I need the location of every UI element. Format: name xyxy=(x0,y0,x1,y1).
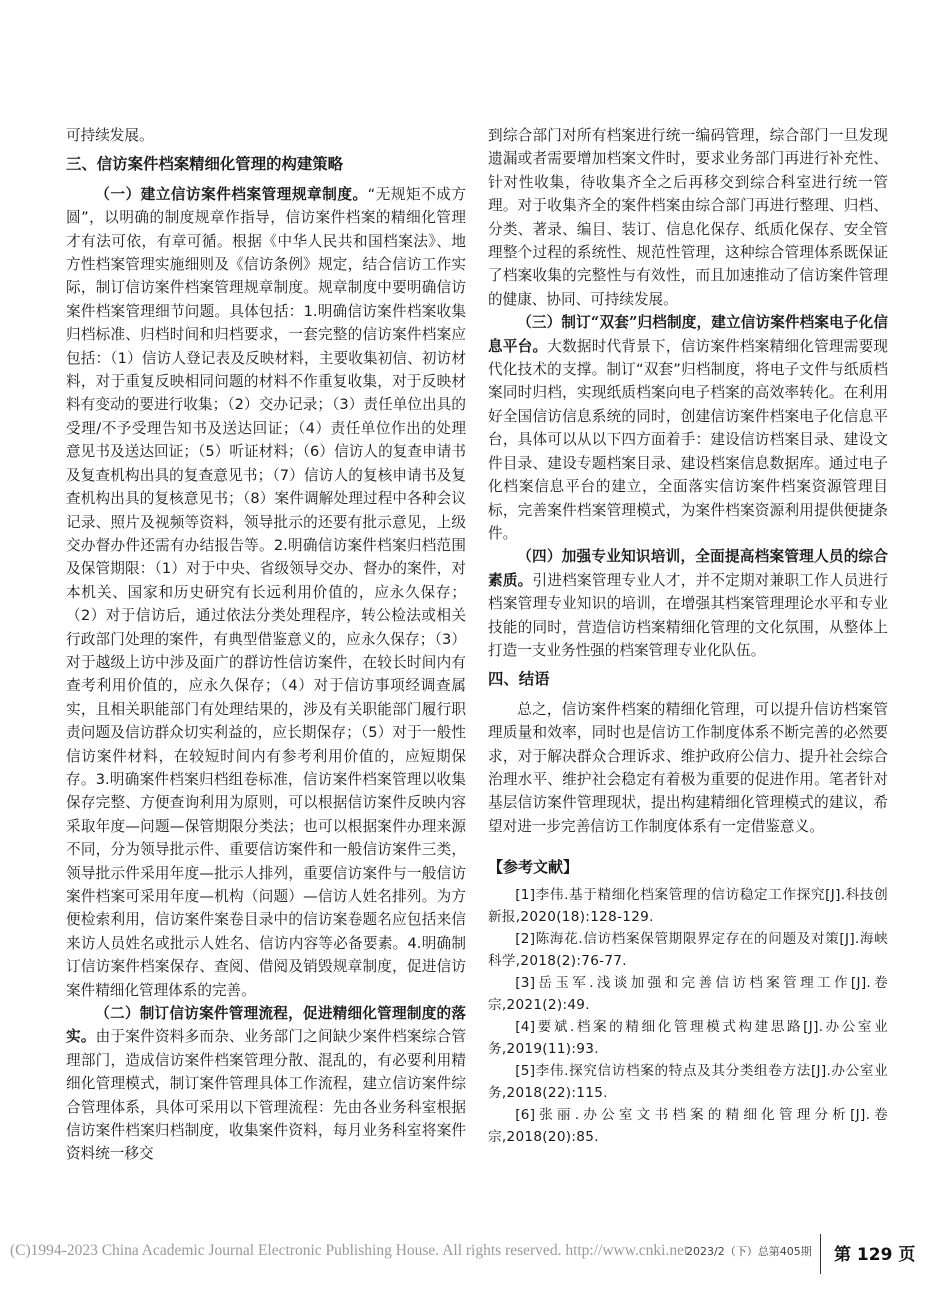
reference-item: [6]张丽.办公室文书档案的精细化管理分析[J].卷宗,2018(20):85. xyxy=(488,1106,888,1145)
reference-item: [5]李伟.探究信访档案的特点及其分类组卷方法[J].办公室业务,2018(22):115. xyxy=(488,1062,888,1101)
subsection-1-title: （一）建立信访案件档案管理规章制度。 xyxy=(95,185,368,203)
subsection-4-body: 引进档案管理专业人才，并不定期对兼职工作人员进行档案管理专业知识的培训，在增强其档案管理理论水平和专业技能的同时，营造信访档案精细化管理的文化氛围，从整体上打造一支业务性强的档案管理专业化队伍。 xyxy=(488,571,888,659)
section-heading-3: 三、信访案件档案精细化管理的构建策略 xyxy=(66,155,344,174)
copyright-notice: (C)1994-2023 China Academic Journal Electronic Publishing House. All rights reserved. http://www.cnki.net xyxy=(10,1242,689,1259)
section-heading-4: 四、结语 xyxy=(488,670,550,689)
subsection-3-body: 大数据时代背景下，信访案件档案精细化管理需要现代化技术的支撑。制订“双套”归档制度，将电子文件与纸质档案同时归档，实现纸质档案向电子档案的高效率转化。在利用好全国信访信息系统的同时，创建信访案件档案电子化信息平台，具体可以从以下四方面着手：建设信访档案目录、建设文件目录、建设专题档案目录、建设档案信息数据库。通过电子化档案信息平台的建立，全面落实信访案件档案资源管理目标，完善案件档案管理模式，为案件档案资源利用提供便捷条件。 xyxy=(488,337,888,542)
subsection-2-title: （二）制订信访案件管理流程，促进精细化管理制度的落实。 xyxy=(66,1005,466,1046)
page-footer xyxy=(0,1240,950,1268)
left-column xyxy=(66,124,466,1166)
subsection-1-body: “无规矩不成方圆”，以明确的制度规章作指导，信访案件档案的精细化管理才有法可依，有章可循。根据《中华人民共和国档案法》、地方性档案管理实施细则及《信访条例》规定，结合信访工作实际，制订信访案件档案管理规章制度。规章制度中要明确信访案件档案管理细节问题。具体包括：1.明确信访案件档案收集归档标准、归档时间和归档要求，一套完整的信访案件档案应包括：（1）信访人登记表及反映材料，主要收集初信、初访材料，对于重复反映相同问题的材料不作重复收集，对于反映材料有变动的要进行收集；（2）交办记录；（3）责任单位出具的受理/不予受理告知书及送达回证；（4）责任单位作出的处理意见书及送达回证；（5）听证材料；（6）信访人的复查申请书及复查机构出具的复查意见书；（7）信访人的复核申请书及复查机构出具的复核意见书；（8）案件调解处理过程中各种会议记录、照片及视频等资料，领导批示的还要有批示意见，上级交办督办件还需有办结报告等。2.明确信访案件档案归档范围及保管期限：（1）对于中央、省级领导交办、督办的案件，对本机关、国家和历史研究有长远利用价值的，应永久保存；（2）对于信访后，通过依法分类处理程序，转公检法或相关行政部门处理的案件，有典型借鉴意义的，应永久保存；（3）对于越级上访中涉及面广的群访性信访案件，在较长时间内有查考利用价值的，应永久保存；（4）对于信访事项经调查属实，且相关职能部门有处理结果的，涉及有关职能部门履行职责问题及信访群众切实利益的，应长期保存；（5）对于一般性信访案件材料，在较短时间内有参考利用价值的，应短期保存。3.明确案件档案归档组卷标准，信访案件档案管理以收集保存完整、方便查询利用为原则，可以根据信访案件反映内容采取年度—问题—保管期限分类法；也可以根据案件办理来源不同，分为领导批示件、重要信访案件和一般信访案件三类，领导批示件采用年度—批示人排列，重要信访案件与一般信访案件档案可采用年度—机构（问题）—信访人姓名排列。为方便检索利用，信访案件案卷目录中的信访案卷题名应包括来信来访人员姓名或批示人姓名、信访内容等必备要素。4.明确制订信访案件档案保存、查阅、借阅及销毁规章制度，促进信访案件精细化管理体系的完善。 xyxy=(66,185,466,999)
subsection-2 xyxy=(66,1002,466,1166)
page-number: 第 129 页 xyxy=(834,1245,916,1265)
subsection-3 xyxy=(488,311,888,545)
references-title: 【参考文献】 xyxy=(488,858,579,877)
subsection-3-title: （三）制订“双套”归档制度，建立信访案件档案电子化信息平台。 xyxy=(488,314,888,355)
subsection-2-body: 由于案件资料多而杂、业务部门之间缺少案件档案综合管理部门，造成信访案件档案管理分散、混乱的，有必要利用精细化管理模式，制订案件管理具体工作流程，建立信访案件综合管理体系，具体可采用以下管理流程：先由各业务科室根据信访案件档案归档制度，收集案件资料，每月业务科室将案件资料统一移交 xyxy=(66,1028,466,1163)
reference-item: [3]岳玉军.浅谈加强和完善信访档案管理工作[J].卷宗,2021(2):49. xyxy=(488,974,888,1013)
reference-item: [4]要斌.档案的精细化管理模式构建思路[J].办公室业务,2019(11):93. xyxy=(488,1018,888,1057)
continued-paragraph: 可持续发展。 xyxy=(66,127,154,144)
journal-issue: 2023/2（下）总第405期 xyxy=(686,1245,812,1258)
right-column xyxy=(488,124,888,1148)
reference-item: [2]陈海花.信访档案保管期限界定存在的问题及对策[J].海峡科学,2018(2):76-77. xyxy=(488,930,888,969)
subsection-4-title: （四）加强专业知识培训，全面提高档案管理人员的综合素质。 xyxy=(488,548,888,589)
conclusion-paragraph: 总之，信访案件档案的精细化管理，可以提升信访档案管理质量和效率，同时也是信访工作制度体系不断完善的必然要求，对于解决群众合理诉求、维护政府公信力、提升社会综合治理水平、维护社会稳定有着极为重要的促进作用。笔者针对基层信访案件管理现状，提出构建精细化管理模式的建议，希望对进一步完善信访工作制度体系有一定借鉴意义。 xyxy=(488,700,888,835)
subsection-4 xyxy=(488,545,888,662)
footer-divider xyxy=(820,1234,821,1274)
reference-item: [1]李伟.基于精细化档案管理的信访稳定工作探究[J].科技创新报,2020(18):128-129. xyxy=(488,886,888,925)
continued-paragraph-right: 到综合部门对所有档案进行统一编码管理，综合部门一旦发现遗漏或者需要增加档案文件时，要求业务部门再进行补充性、针对性收集，待收集齐全之后再移交到综合科室进行统一管理。对于收集齐全的案件档案由综合部门再进行整理、归档、分类、著录、编目、装订、信息化保存、纸质化保存、安全管理整个过程的系统性、规范性管理，这种综合管理体系既保证了档案收集的完整性与有效性，而且加速推动了信访案件管理的健康、协同、可持续发展。 xyxy=(488,127,888,308)
subsection-1 xyxy=(66,183,466,1002)
